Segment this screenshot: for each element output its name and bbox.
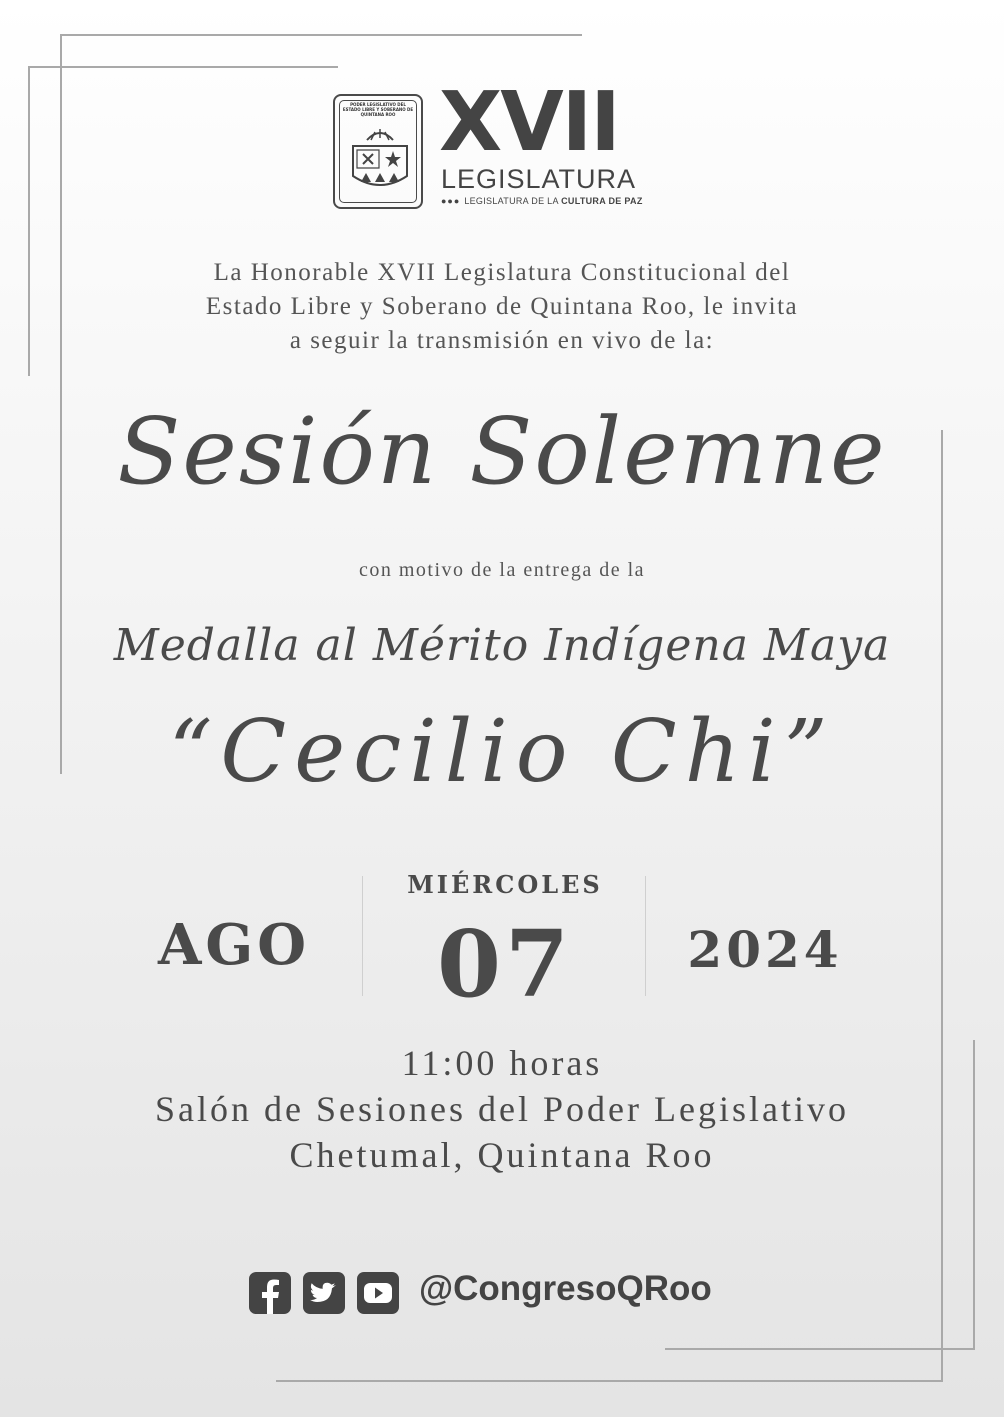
- coat-of-arms-icon: [335, 96, 425, 211]
- date-weekday: MIÉRCOLES: [407, 870, 603, 899]
- frame-line-top-inner: [28, 66, 338, 68]
- legislature-tagline: [441, 196, 643, 206]
- youtube-icon[interactable]: [357, 1272, 399, 1314]
- coat-of-arms-seal: [333, 94, 423, 209]
- date-year: 2024: [687, 920, 843, 979]
- dots-icon: ●●●: [441, 196, 461, 206]
- date-month: AGO: [157, 912, 311, 978]
- medal-name: Medalla al Mérito Indígena Maya: [113, 620, 891, 671]
- legislature-logo: [333, 75, 673, 212]
- seal-text: PODER LEGISLATIVO DEL ESTADO LIBRE Y SOBERANO DE QUINTANA ROO: [342, 102, 414, 117]
- event-reason: con motivo de la entrega de la: [358, 559, 645, 581]
- frame-line-top-outer: [60, 34, 582, 36]
- event-time: 11:00 horas: [401, 1043, 603, 1083]
- event-city: Chetumal, Quintana Roo: [289, 1135, 715, 1175]
- event-venue: Salón de Sesiones del Poder Legislativo: [155, 1089, 849, 1129]
- invitation-line-3: a seguir la transmisión en vivo de la:: [289, 327, 715, 354]
- legislature-word: LEGISLATURA: [441, 164, 637, 194]
- facebook-icon[interactable]: [249, 1272, 291, 1314]
- frame-line-left-inner: [28, 66, 30, 376]
- event-title: Sesión Solemne: [117, 398, 887, 505]
- tagline-prefix: LEGISLATURA DE LA: [464, 196, 559, 206]
- frame-line-bottom-outer: [276, 1380, 943, 1382]
- legislature-numeral: XVII: [439, 75, 619, 170]
- invitation-text: [60, 256, 944, 358]
- frame-line-bottom-inner: [665, 1348, 975, 1350]
- invitation-line-2: Estado Libre y Soberano de Quintana Roo, le invita: [205, 293, 799, 320]
- social-links: [249, 1269, 769, 1314]
- social-handle[interactable]: @CongresoQRoo: [419, 1269, 712, 1308]
- date-divider-left: [362, 876, 363, 996]
- tagline-bold: CULTURA DE PAZ: [561, 196, 643, 206]
- invitation-line-1: La Honorable XVII Legislatura Constitucional del: [213, 259, 791, 286]
- twitter-icon[interactable]: [303, 1272, 345, 1314]
- date-day: 07: [436, 910, 574, 1018]
- event-details: [0, 1040, 1004, 1178]
- honoree-name: “Cecilio Chi”: [168, 702, 836, 802]
